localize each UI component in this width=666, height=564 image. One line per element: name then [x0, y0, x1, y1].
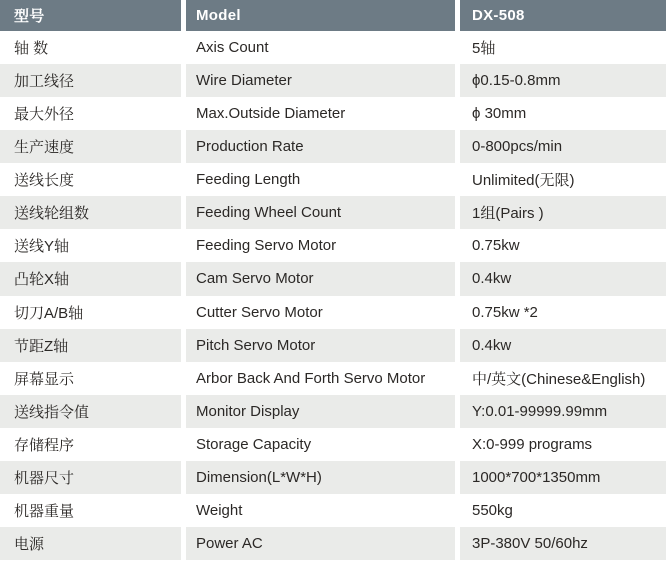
spec-label-cn: 最大外径 [0, 97, 181, 130]
table-row [0, 262, 666, 295]
header-model-number: DX-508 [460, 0, 666, 31]
spec-label-cn: 节距Z轴 [0, 329, 181, 362]
header-model-label-en: Model [186, 0, 455, 31]
spec-label-en: Production Rate [186, 130, 455, 163]
spec-label-cn: 屏幕显示 [0, 362, 181, 395]
spec-label-cn: 生产速度 [0, 130, 181, 163]
spec-value: X:0-999 programs [460, 428, 666, 461]
table-row [0, 229, 666, 262]
spec-label-en: Feeding Length [186, 163, 455, 196]
spec-value: Unlimited(无限) [460, 163, 666, 196]
table-row [0, 196, 666, 229]
spec-label-cn: 切刀A/B轴 [0, 296, 181, 329]
spec-value: 0.75kw *2 [460, 296, 666, 329]
header-model-label-cn: 型号 [0, 0, 181, 31]
spec-value: Y:0.01-99999.99mm [460, 395, 666, 428]
spec-label-en: Weight [186, 494, 455, 527]
spec-label-en: Power AC [186, 527, 455, 560]
spec-label-en: Max.Outside Diameter [186, 97, 455, 130]
spec-label-en: Storage Capacity [186, 428, 455, 461]
spec-label-cn: 送线指令值 [0, 395, 181, 428]
table-row [0, 461, 666, 494]
spec-label-cn: 凸轮X轴 [0, 262, 181, 295]
spec-value: 0.75kw [460, 229, 666, 262]
table-row [0, 97, 666, 130]
table-row [0, 163, 666, 196]
spec-label-cn: 机器重量 [0, 494, 181, 527]
spec-label-en: Cutter Servo Motor [186, 296, 455, 329]
spec-label-en: Axis Count [186, 31, 455, 64]
spec-value: 0.4kw [460, 329, 666, 362]
spec-value: ϕ0.15-0.8mm [460, 64, 666, 97]
spec-value: 5轴 [460, 31, 666, 64]
spec-label-cn: 存储程序 [0, 428, 181, 461]
spec-value: 1组(Pairs ) [460, 196, 666, 229]
spec-label-en: Wire Diameter [186, 64, 455, 97]
spec-label-en: Feeding Wheel Count [186, 196, 455, 229]
spec-value: 550kg [460, 494, 666, 527]
spec-value: ϕ 30mm [460, 97, 666, 130]
spec-value: 3P-380V 50/60hz [460, 527, 666, 560]
spec-label-en: Feeding Servo Motor [186, 229, 455, 262]
table-row [0, 329, 666, 362]
spec-label-en: Monitor Display [186, 395, 455, 428]
table-row [0, 494, 666, 527]
spec-label-cn: 送线轮组数 [0, 196, 181, 229]
spec-value: 中/英文(Chinese&English) [460, 362, 666, 395]
table-row [0, 395, 666, 428]
spec-label-cn: 轴 数 [0, 31, 181, 64]
table-row [0, 428, 666, 461]
spec-label-cn: 送线Y轴 [0, 229, 181, 262]
spec-value: 1000*700*1350mm [460, 461, 666, 494]
spec-label-cn: 电源 [0, 527, 181, 560]
spec-label-en: Pitch Servo Motor [186, 329, 455, 362]
spec-label-cn: 送线长度 [0, 163, 181, 196]
spec-label-en: Cam Servo Motor [186, 262, 455, 295]
spec-value: 0.4kw [460, 262, 666, 295]
spec-table-header-row [0, 0, 666, 31]
spec-label-en: Dimension(L*W*H) [186, 461, 455, 494]
spec-value: 0-800pcs/min [460, 130, 666, 163]
spec-label-cn: 加工线径 [0, 64, 181, 97]
table-row [0, 527, 666, 560]
table-row [0, 362, 666, 395]
table-row [0, 296, 666, 329]
spec-label-cn: 机器尺寸 [0, 461, 181, 494]
table-row [0, 64, 666, 97]
spec-table-body [0, 31, 666, 560]
table-row [0, 130, 666, 163]
spec-label-en: Arbor Back And Forth Servo Motor [186, 362, 455, 395]
table-row [0, 31, 666, 64]
